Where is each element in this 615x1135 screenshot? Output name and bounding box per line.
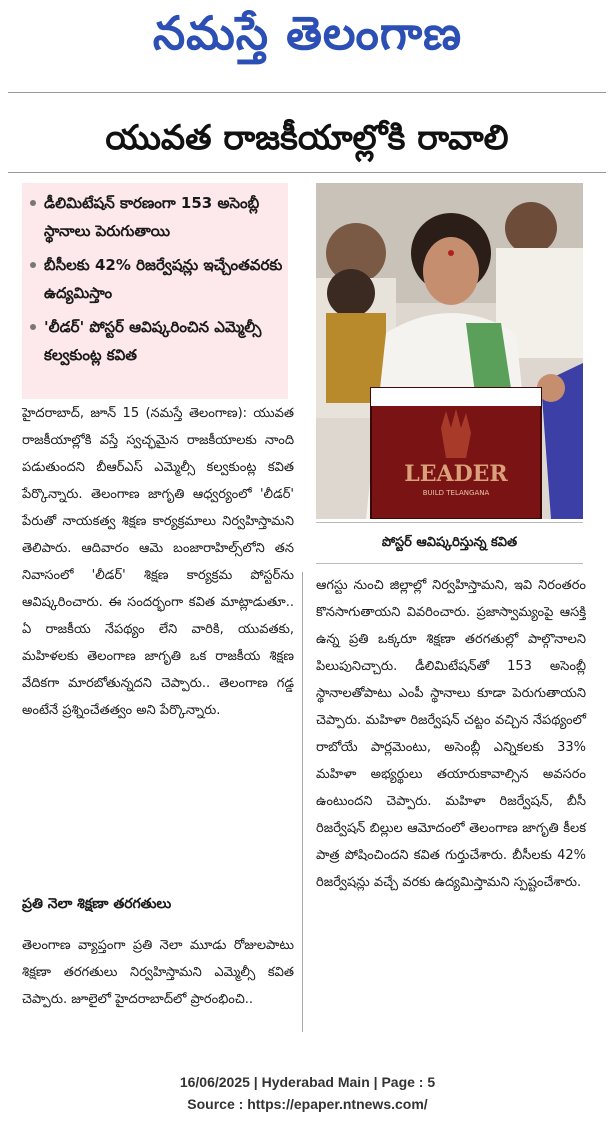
photo-caption: పోస్టర్ ఆవిష్కరిస్తున్న కవిత: [316, 522, 583, 564]
column-divider: [302, 572, 303, 1032]
article-column-right: [316, 572, 586, 896]
article-paragraph: తెలంగాణ వ్యాప్తంగా ప్రతి నెలా మూడు రోజులపాటు శిక్షణా తరగతులు నిర్వహిస్తామని ఎమ్మెల్సీ కవిత చెప్పారు. జూలైలో హైదరాబాద్‌లో ప్రారంభించి..: [22, 938, 294, 1007]
footer-dateline: 16/06/2025 | Hyderabad Main | Page : 5: [179, 1074, 436, 1090]
article-column-left-continued: [22, 932, 294, 1013]
headline-divider: [8, 172, 606, 173]
poster-subtitle: BUILD TELANGANA: [422, 489, 490, 497]
footer-source: Source : https://epaper.ntnews.com/: [187, 1096, 428, 1112]
masthead: [0, 0, 615, 88]
highlight-item: డీలిమిటేషన్ కారణంగా 153 అసెంబ్లీ స్థానాలు పెరుగుతాయి: [22, 189, 288, 245]
article-column-left: [22, 400, 294, 724]
article-paragraph: ఆగస్టు నుంచి జిల్లాల్లో నిర్వహిస్తామని, ఇవి నిరంతరం కొనసాగుతాయని వివరించారు. ప్రజాస్వామ్యంపై ఆసక్తి ఉన్న ప్రతి ఒక్కరూ శిక్షణా తరగతుల్లో పాల్గొనాలని పిలుపునిచ్చారు. డీలిమిటేషన్‌తో 153 అసెంబ్లీ స్థానాలతోపాటు ఎంపీ స్థానాలు కూడా పెరుగుతాయని చెప్పారు. మహిళా రిజర్వేషన్ చట్టం వచ్చిన నేపథ్యంలో రాబోయే పార్లమెంటు, అసెంబ్లీ ఎన్నికలకు 33% మహిళా అభ్యర్థులు తయారుకావాల్సిన అవసరం ఉంటుందని చెప్పారు. మహిళా రిజర్వేషన్, బీసీ రిజర్వేషన్ బిల్లుల ఆమోదంలో తెలంగాణ జాగృతి కీలక పాత్ర పోషించిందని కవిత గుర్తుచేశారు. బీసీలకు 42% రిజర్వేషన్లు వచ్చే వరకు ఉద్యమిస్తామని స్పష్టంచేశారు.: [316, 578, 586, 890]
highlight-item: 'లీడర్' పోస్టర్ ఆవిష్కరించిన ఎమ్మెల్సీ కల్వకుంట్ల కవిత: [22, 313, 288, 369]
newspaper-title: నమస్తే తెలంగాణ: [152, 6, 463, 60]
headline: యువత రాజకీయాల్లోకి రావాలి: [105, 118, 509, 158]
highlight-item: బీసీలకు 42% రిజర్వేషన్లు ఇచ్చేంతవరకు ఉద్యమిస్తాం: [22, 251, 288, 307]
article-subheading: ప్రతి నెలా శిక్షణా తరగతులు: [22, 896, 172, 912]
article-paragraph: హైదరాబాద్, జూన్ 15 (నమస్తే తెలంగాణ): యువత రాజకీయాల్లోకి వస్తే స్వచ్ఛమైన రాజకీయాలకు నాంది పడుతుందని బీఆర్ఎస్ ఎమ్మెల్సీ కల్వకుంట్ల కవిత పేర్కొన్నారు. తెలంగాణ జాగృతి ఆధ్వర్యంలో 'లీడర్' పేరుతో నాయకత్వ శిక్షణ కార్యక్రమాలు నిర్వహిస్తామని తెలిపారు. ఆదివారం ఆమె బంజారాహిల్స్‌లోని తన నివాసంలో 'లీడర్' శిక్షణ కార్యక్రమ పోస్టర్‌ను ఆవిష్కరించారు. ఈ సందర్భంగా కవిత మాట్లాడుతూ.. ఏ రాజకీయ నేపథ్యం లేని వారికి, యువతకు, మహిళలకు తెలంగాణ జాగృతి ఒక రాజకీయ శిక్షణ వేదికగా మారబోతున్నదని చెప్పారు.. తెలంగాణ గడ్డ అంటేనే ప్రశ్నించేతత్వం అని పేర్కొన్నారు.: [22, 406, 294, 718]
news-photo: [316, 183, 583, 519]
masthead-divider: [8, 92, 606, 93]
highlights-box: [22, 183, 288, 399]
photo-illustration: [316, 183, 583, 519]
poster-title: LEADER: [404, 461, 508, 487]
